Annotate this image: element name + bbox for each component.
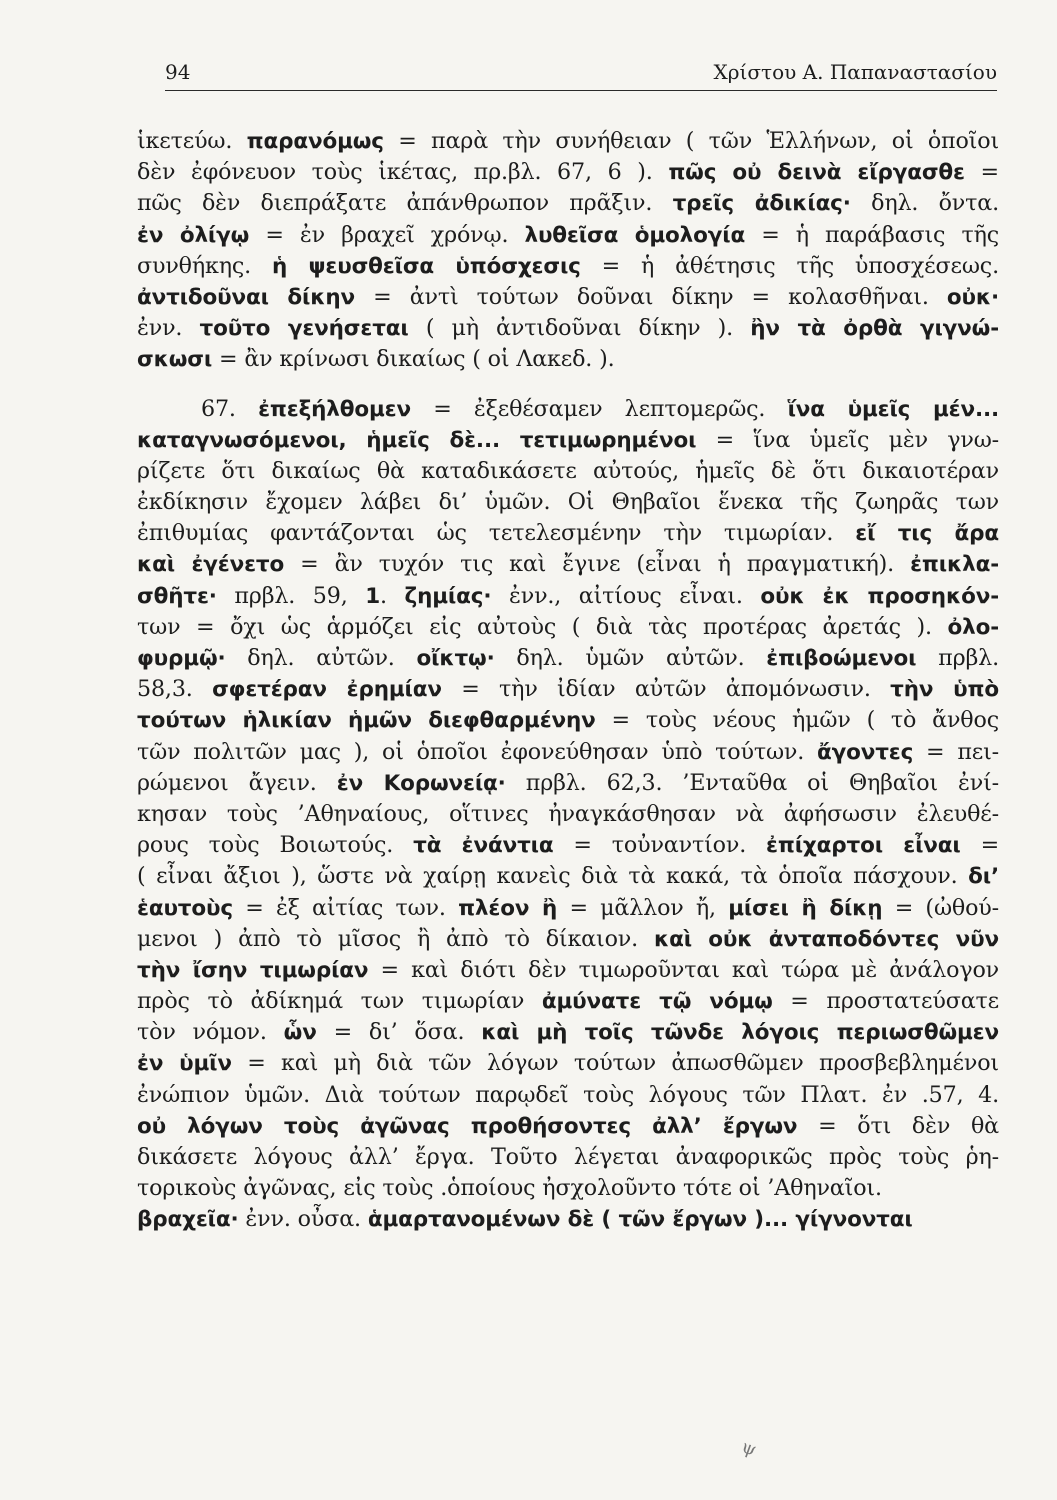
- gloss-text: τὸν νόμον.: [137, 1019, 284, 1046]
- lemma-bold: ἀντιδοῦναι δίκην: [137, 284, 356, 310]
- gloss-text: ( μὴ ἀντιδοῦναι δίκην ).: [408, 315, 751, 342]
- lemma-bold: ἵνα ὑμεῖς μέν...: [787, 396, 999, 422]
- gloss-text: ἐκδίκησιν ἔχομεν λάβει δι’ ὑμῶν. Οἱ Θηβαῖοι ἕνεκα τῆς ζωηρᾶς των: [137, 489, 999, 516]
- lemma-bold: εἴ τις ἄρα: [855, 521, 999, 547]
- text-line: [137, 768, 999, 799]
- text-line: [137, 282, 999, 313]
- gloss-text: 58,3.: [137, 676, 213, 703]
- gloss-text: = πει-: [913, 738, 999, 765]
- text-line: [137, 705, 999, 736]
- lemma-bold: σφετέραν ἐρημίαν: [212, 677, 442, 703]
- lemma-bold: μίσει ἢ δίκῃ: [728, 895, 883, 921]
- gloss-text: ρώμενοι ἄγειν.: [137, 769, 337, 796]
- gloss-text: = δι’ ὅσα.: [316, 1019, 482, 1046]
- gloss-text: = ἐξεθέσαμεν λεπτομερῶς.: [410, 395, 788, 422]
- gloss-text: πῶς δὲν διεπράξατε ἀπάνθρωπον πρᾶξιν.: [137, 190, 673, 217]
- gloss-text: = ἡ ἀθέτησις τῆς ὑποσχέσεως.: [580, 252, 999, 279]
- gloss-text: = ἂν κρίνωσι δικαίως ( οἱ Λακεδ. ).: [212, 346, 615, 373]
- gloss-text: των = ὄχι ὡς ἁρμόζει εἰς αὐτοὺς ( διὰ τὰς προτέρας ἀρετάς ).: [137, 613, 948, 640]
- lemma-bold: καὶ οὐκ ἀνταποδόντες νῦν: [653, 926, 999, 952]
- text-line: [137, 643, 999, 674]
- gloss-text: ἐπιθυμίας φαντάζονται ὡς τετελεσμένην τὴν τιμωρίαν.: [137, 520, 856, 547]
- gloss-text: = καὶ διότι δὲν τιμωροῦνται καὶ τώρα μὲ ἀνάλογον: [368, 956, 999, 983]
- gloss-text: ἐνν.: [137, 315, 200, 342]
- lemma-bold: ἁμαρτανομένων δὲ ( τῶν ἔργων )... γίγνονται: [367, 1207, 913, 1233]
- text-line: [137, 799, 999, 830]
- gloss-text: =: [960, 832, 999, 859]
- gloss-text: = ἂν τυχόν τις καὶ ἔγινε (εἶναι ἡ πραγματική).: [284, 551, 911, 578]
- gloss-text: ( εἶναι ἄξιοι ), ὥστε νὰ χαίρῃ κανεὶς διὰ τὰ κακά, τὰ ὁποῖα πάσχουν.: [137, 863, 969, 890]
- lemma-bold: ἢν τὰ ὀρθὰ γιγνώ-: [750, 316, 999, 342]
- page-header: [165, 54, 997, 91]
- gloss-text: ἐνν., αἰτίους εἶναι.: [491, 582, 761, 609]
- lemma-bold: ὀλο-: [947, 614, 999, 640]
- gloss-text: ἐνν. οὖσα.: [238, 1206, 368, 1233]
- lemma-bold: καταγνωσόμενοι, ἡμεῖς δὲ... τετιμωρημένοι: [137, 427, 697, 453]
- text-line: [137, 251, 999, 282]
- gloss-text: πρβλ.: [916, 645, 999, 671]
- text-line: [137, 126, 999, 157]
- lemma-bold: οὐ λόγων τοὺς ἀγῶνας προθήσοντες ἀλλ’ ἔργων: [137, 1113, 798, 1139]
- lemma-bold: παρανόμως: [246, 129, 384, 154]
- gloss-text: ρίζετε ὅτι δικαίως θὰ καταδικάσετε αὐτούς, ἡμεῖς δὲ ὅτι δικαιοτέραν: [137, 457, 999, 484]
- text-line: [137, 955, 999, 986]
- lemma-bold: σθῆτε·: [137, 583, 217, 609]
- lemma-bold: τὰ ἐνάντια: [413, 833, 554, 859]
- gloss-text: πρβλ. 62,3. ’Ενταῦθα οἱ Θηβαῖοι ἐνί-: [505, 769, 999, 796]
- lemma-bold: καὶ μὴ τοῖς τῶνδε λόγοις περιωσθῶμεν: [481, 1020, 999, 1046]
- text-line: [137, 394, 999, 425]
- gloss-text: δηλ. ὄντα.: [850, 190, 999, 217]
- gloss-text: 67.: [201, 395, 259, 422]
- lemma-bold: ζημίας·: [404, 583, 492, 609]
- gloss-text: δηλ. αὐτῶν.: [225, 645, 417, 671]
- lemma-bold: δι’: [968, 864, 999, 890]
- lemma-bold: ἐπικλα-: [910, 552, 999, 578]
- running-head: Χρίστου Α. Παπαναστασίου: [713, 60, 997, 84]
- lemma-bold: ἄγοντες: [816, 739, 914, 765]
- text-line: [137, 344, 999, 375]
- gloss-text: κησαν τοὺς ’Αθηναίους, οἵτινες ἠναγκάσθησαν νὰ ἀφήσωσιν ἐλευθέ-: [137, 800, 999, 827]
- lemma-bold: ἑαυτοὺς: [137, 895, 233, 921]
- lemma-bold: οἴκτῳ·: [416, 646, 495, 671]
- text-line: [137, 1017, 999, 1048]
- lemma-bold: ἐν Κορωνείᾳ·: [336, 770, 506, 796]
- lemma-bold: ἐπεξήλθομεν: [258, 396, 411, 422]
- gloss-text: ρους τοὺς Βοιωτούς.: [137, 832, 414, 859]
- lemma-bold: 1: [365, 583, 381, 609]
- lemma-bold: τὴν ὑπὸ: [890, 677, 999, 703]
- gloss-text: = ἀντὶ τούτων δοῦναι δίκην = κολασθῆναι.: [355, 283, 947, 310]
- text-line: [137, 1142, 999, 1173]
- text-line: [137, 612, 999, 643]
- lemma-bold: τούτων ἡλικίαν ἡμῶν διεφθαρμένην: [137, 708, 596, 734]
- gloss-text: = ἐξ αἰτίας των.: [232, 894, 459, 921]
- text-line: [137, 1048, 999, 1079]
- lemma-bold: ἐπιβοώμενοι: [766, 646, 917, 671]
- gloss-text: = μᾶλλον ἤ,: [557, 894, 729, 921]
- gloss-text: = ἐν βραχεῖ χρόνῳ.: [249, 221, 525, 248]
- gloss-text: ἐνώπιον ὑμῶν. Διὰ τούτων παρῳδεῖ τοὺς λόγους τῶν Πλατ. ἐν .57, 4.: [137, 1081, 999, 1108]
- gloss-text: δικάσετε λόγους ἀλλ’ ἔργα. Τοῦτο λέγεται ἀναφορικῶς πρὸς τοὺς ῥη-: [137, 1144, 999, 1170]
- lemma-bold: ἐν ὀλίγῳ: [137, 222, 250, 248]
- lemma-bold: καὶ ἐγένετο: [137, 552, 285, 578]
- gloss-text: = τοὐναντίον.: [553, 832, 767, 859]
- gloss-text: πρβλ. 59,: [216, 582, 366, 609]
- lemma-bold: φυρμῷ·: [137, 646, 226, 671]
- gloss-text: συνθήκης.: [137, 252, 272, 279]
- gloss-text: = παρὰ τὴν συνήθειαν ( τῶν Ἑλλήνων, οἱ ὁποῖοι: [383, 128, 999, 154]
- gloss-text: = ὅτι δὲν θὰ: [797, 1112, 999, 1139]
- text-line: [137, 188, 999, 219]
- text-line: [137, 313, 999, 344]
- gloss-text: = τοὺς νέους ἡμῶν ( τὸ ἄνθος: [595, 707, 999, 734]
- commentary-text: [137, 126, 999, 1236]
- text-line: [137, 549, 999, 580]
- text-line: [137, 1111, 999, 1142]
- text-line: [137, 830, 999, 861]
- lemma-bold: πῶς οὐ δεινὰ εἴργασθε: [668, 160, 965, 186]
- lemma-bold: βραχεῖα·: [137, 1207, 239, 1233]
- gloss-text: δηλ. ὑμῶν αὐτῶν.: [494, 645, 767, 671]
- gloss-text: πρὸς τὸ ἀδίκημά των τιμωρίαν: [137, 988, 542, 1015]
- gloss-text: =: [964, 159, 999, 186]
- text-line: [137, 456, 999, 487]
- lemma-bold: ἡ ψευσθεῖσα ὑπόσχεσις: [271, 253, 581, 279]
- gloss-text: μενοι ) ἀπὸ τὸ μῖσος ἢ ἀπὸ τὸ δίκαιον.: [137, 925, 654, 952]
- gloss-text: = ἡ παράβασις τῆς: [745, 221, 999, 248]
- text-line: [137, 425, 999, 456]
- gloss-text: ἱκετεύω.: [137, 128, 247, 154]
- lemma-bold: πλέον ἢ: [458, 895, 558, 921]
- gloss-text: = τὴν ἰδίαν αὐτῶν ἀπομόνωσιν.: [441, 676, 891, 703]
- lemma-bold: οὐκ·: [946, 284, 999, 310]
- gloss-text: .: [380, 582, 405, 609]
- text-line: [137, 487, 999, 518]
- text-line: [137, 518, 999, 549]
- text-line: [137, 674, 999, 705]
- text-line: [137, 1204, 999, 1235]
- text-line: [137, 861, 999, 892]
- lemma-bold: τοῦτο γενήσεται: [199, 316, 409, 342]
- gloss-text: δὲν ἐφόνευον τοὺς ἱκέτας, πρ.βλ. 67, 6 ).: [137, 159, 669, 186]
- lemma-bold: τὴν ἴσην τιμωρίαν: [137, 957, 369, 983]
- lemma-bold: οὐκ ἐκ προσηκόν-: [760, 583, 999, 609]
- lemma-bold: τρεῖς ἀδικίας·: [672, 191, 851, 217]
- lemma-bold: ἐπίχαρτοι εἶναι: [766, 833, 961, 859]
- text-line: [137, 220, 999, 251]
- stray-ink-mark: ψ: [738, 1436, 760, 1461]
- lemma-bold: ἐν ὑμῖν: [137, 1051, 232, 1077]
- text-line: [137, 986, 999, 1017]
- gloss-text: = (ὠθού-: [882, 894, 999, 921]
- gloss-text: = ἵνα ὑμεῖς μὲν γνω-: [696, 426, 999, 453]
- page-number: 94: [165, 60, 191, 84]
- gloss-text: τορικοὺς ἀγῶνας, εἰς τοὺς .ὁποίους ἠσχολοῦντο τότε οἱ ’Αθηναῖοι.: [137, 1175, 882, 1202]
- text-line: [137, 924, 999, 955]
- text-line: [137, 1080, 999, 1111]
- lemma-bold: ὧν: [283, 1020, 317, 1046]
- gloss-text: = προστατεύσατε: [772, 988, 999, 1015]
- gloss-text: = καὶ μὴ διὰ τῶν λόγων τούτων ἀπωσθῶμεν προσβεβλημένοι: [231, 1050, 999, 1077]
- lemma-bold: ἀμύνατε τῷ νόμῳ: [541, 989, 773, 1015]
- text-line: [137, 737, 999, 768]
- text-line: [137, 581, 999, 612]
- lemma-bold: σκωσι: [137, 347, 213, 373]
- text-line: [137, 893, 999, 924]
- gloss-text: τῶν πολιτῶν μας ), οἱ ὁποῖοι ἐφονεύθησαν ὑπὸ τούτων.: [137, 738, 817, 765]
- text-line: [137, 1173, 999, 1204]
- text-line: [137, 157, 999, 188]
- lemma-bold: λυθεῖσα ὁμολογία: [524, 222, 746, 248]
